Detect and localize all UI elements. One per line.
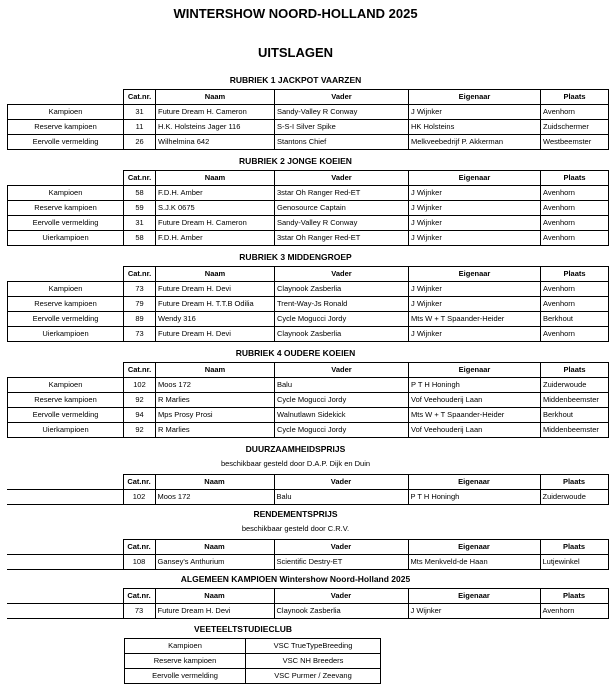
column-header: Naam xyxy=(155,589,274,604)
table-row xyxy=(8,216,609,231)
award-label: Reserve kampioen xyxy=(125,654,246,669)
owner-name: J Wijnker xyxy=(409,105,541,120)
section-heading: RUBRIEK 2 JONGE KOEIEN xyxy=(239,156,352,166)
sire-name: Cycle Mogucci Jordy xyxy=(275,393,409,408)
award-label-blank xyxy=(7,604,123,619)
header-row xyxy=(7,589,608,604)
animal-name: Future Dream H. Devi xyxy=(155,604,274,619)
location: Berkhout xyxy=(541,408,609,423)
cat-number: 26 xyxy=(124,135,156,150)
award-label: Reserve kampioen xyxy=(8,201,124,216)
award-label: Eervolle vermelding xyxy=(125,669,246,684)
animal-name: F.D.H. Amber xyxy=(156,231,275,246)
table-row xyxy=(8,135,609,150)
owner-name: J Wijnker xyxy=(409,186,541,201)
table-row xyxy=(8,282,609,297)
animal-name: Moos 172 xyxy=(155,490,274,505)
section-heading: RUBRIEK 3 MIDDENGROEP xyxy=(239,252,352,262)
header-blank xyxy=(8,171,124,186)
sire-name: Walnutlawn Sidekick xyxy=(275,408,409,423)
cat-number: 89 xyxy=(124,312,156,327)
award-label: Eervolle vermelding xyxy=(8,135,124,150)
location: Avenhorn xyxy=(541,105,609,120)
sire-name: Claynook Zasberlia xyxy=(275,327,409,342)
veeteelt-table xyxy=(124,638,381,684)
location: Avenhorn xyxy=(541,327,609,342)
award-label: Uierkampioen xyxy=(8,231,124,246)
owner-name: J Wijnker xyxy=(409,231,541,246)
column-header: Vader xyxy=(274,475,408,490)
owner-name: J Wijnker xyxy=(409,282,541,297)
table-row xyxy=(7,555,608,570)
animal-name: Future Dream H. T.T.B Odilia xyxy=(156,297,275,312)
rendement-table xyxy=(7,539,609,570)
award-label-blank xyxy=(7,555,123,570)
column-header: Cat.nr. xyxy=(123,540,155,555)
header-blank xyxy=(7,540,123,555)
column-header: Naam xyxy=(155,540,274,555)
table-row xyxy=(8,201,609,216)
cat-number: 108 xyxy=(123,555,155,570)
award-label-blank xyxy=(7,490,123,505)
column-header: Vader xyxy=(275,267,409,282)
award-label: Kampioen xyxy=(8,282,124,297)
column-header: Cat.nr. xyxy=(123,589,155,604)
owner-name: Mts W + T Spaander-Heider xyxy=(409,408,541,423)
sire-name: Balu xyxy=(275,378,409,393)
cat-number: 31 xyxy=(124,216,156,231)
column-header: Naam xyxy=(156,171,275,186)
cat-number: 73 xyxy=(124,327,156,342)
results-table xyxy=(7,266,609,342)
cat-number: 94 xyxy=(124,408,156,423)
animal-name: Future Dream H. Devi xyxy=(156,282,275,297)
column-header: Naam xyxy=(155,475,274,490)
header-row xyxy=(8,267,609,282)
animal-name: Moos 172 xyxy=(156,378,275,393)
algemeen-heading: ALGEMEEN KAMPIOEN Wintershow Noord-Holland 2025 xyxy=(180,574,411,584)
column-header: Cat.nr. xyxy=(124,90,156,105)
location: Zuiderwoude xyxy=(541,378,609,393)
award-label: Kampioen xyxy=(8,105,124,120)
table-row xyxy=(125,669,381,684)
award-label: Uierkampioen xyxy=(8,327,124,342)
table-row xyxy=(8,120,609,135)
sire-name: Balu xyxy=(274,490,408,505)
animal-name: Gansey's Anthurium xyxy=(155,555,274,570)
location: Avenhorn xyxy=(541,282,609,297)
animal-name: F.D.H. Amber xyxy=(156,186,275,201)
cat-number: 79 xyxy=(124,297,156,312)
cat-number: 102 xyxy=(124,378,156,393)
table-row xyxy=(7,604,608,619)
column-header: Vader xyxy=(274,540,408,555)
owner-name: Melkveebedrijf P. Akkerman xyxy=(409,135,541,150)
results-table xyxy=(7,362,609,438)
column-header: Cat.nr. xyxy=(124,171,156,186)
location: Zuidschermer xyxy=(541,120,609,135)
sire-name: Cycle Mogucci Jordy xyxy=(275,423,409,438)
sire-name: 3star Oh Ranger Red-ET xyxy=(275,231,409,246)
award-label: Reserve kampioen xyxy=(8,393,124,408)
cat-number: 31 xyxy=(124,105,156,120)
column-header: Plaats xyxy=(540,540,608,555)
results-table xyxy=(7,89,609,150)
animal-name: S.J.K 0675 xyxy=(156,201,275,216)
table-row xyxy=(8,327,609,342)
header-blank xyxy=(8,90,124,105)
owner-name: J Wijnker xyxy=(409,216,541,231)
column-header: Plaats xyxy=(541,267,609,282)
owner-name: J Wijnker xyxy=(409,297,541,312)
header-row xyxy=(8,363,609,378)
club-name: VSC TrueTypeBreeding xyxy=(246,639,381,654)
sire-name: Genosource Captain xyxy=(275,201,409,216)
sire-name: Stantons Chief xyxy=(275,135,409,150)
animal-name: Future Dream H. Devi xyxy=(156,327,275,342)
column-header: Cat.nr. xyxy=(124,267,156,282)
club-name: VSC Purmer / Zeevang xyxy=(246,669,381,684)
sire-name: Sandy-Valley R Conway xyxy=(275,105,409,120)
owner-name: HK Holsteins xyxy=(409,120,541,135)
column-header: Plaats xyxy=(541,171,609,186)
award-label: Eervolle vermelding xyxy=(8,216,124,231)
animal-name: Wendy 316 xyxy=(156,312,275,327)
header-blank xyxy=(8,363,124,378)
column-header: Eigenaar xyxy=(408,475,540,490)
header-row xyxy=(7,475,608,490)
column-header: Vader xyxy=(275,363,409,378)
award-label: Reserve kampioen xyxy=(8,120,124,135)
column-header: Eigenaar xyxy=(409,171,541,186)
column-header: Vader xyxy=(274,589,408,604)
column-header: Plaats xyxy=(541,363,609,378)
location: Berkhout xyxy=(541,312,609,327)
duurzaam-table xyxy=(7,474,609,505)
table-row xyxy=(8,423,609,438)
owner-name: Vof Veehouderij Laan xyxy=(409,393,541,408)
cat-number: 92 xyxy=(124,423,156,438)
table-row xyxy=(8,297,609,312)
column-header: Eigenaar xyxy=(408,589,540,604)
column-header: Cat.nr. xyxy=(123,475,155,490)
veeteelt-heading: VEETEELTSTUDIECLUB xyxy=(194,624,293,634)
column-header: Naam xyxy=(156,267,275,282)
animal-name: Mps Prosy Prosi xyxy=(156,408,275,423)
cat-number: 73 xyxy=(124,282,156,297)
animal-name: R Marlies xyxy=(156,393,275,408)
award-label: Uierkampioen xyxy=(8,423,124,438)
section-heading: RUBRIEK 1 JACKPOT VAARZEN xyxy=(229,75,362,85)
column-header: Plaats xyxy=(541,90,609,105)
cat-number: 11 xyxy=(124,120,156,135)
award-label: Kampioen xyxy=(125,639,246,654)
location: Westbeemster xyxy=(541,135,609,150)
animal-name: Future Dream H. Cameron xyxy=(156,105,275,120)
location: Avenhorn xyxy=(541,297,609,312)
award-label: Kampioen xyxy=(8,378,124,393)
award-label: Kampioen xyxy=(8,186,124,201)
award-label: Eervolle vermelding xyxy=(8,408,124,423)
column-header: Eigenaar xyxy=(409,363,541,378)
duurzaam-subtitle: beschikbaar gesteld door D.A.P. Dijk en Duin xyxy=(220,459,371,468)
location: Middenbeemster xyxy=(541,423,609,438)
column-header: Plaats xyxy=(540,475,608,490)
sire-name: Trent-Way-Js Ronald xyxy=(275,297,409,312)
results-table xyxy=(7,170,609,246)
sire-name: S-S-I Silver Spike xyxy=(275,120,409,135)
cat-number: 73 xyxy=(123,604,155,619)
rendement-heading: RENDEMENTSPRIJS xyxy=(253,509,338,519)
header-blank xyxy=(7,589,123,604)
owner-name: J Wijnker xyxy=(409,201,541,216)
header-blank xyxy=(8,267,124,282)
rendement-subtitle: beschikbaar gesteld door C.R.V. xyxy=(241,524,350,533)
cat-number: 102 xyxy=(123,490,155,505)
location: Lutjewinkel xyxy=(540,555,608,570)
owner-name: J Wijnker xyxy=(409,327,541,342)
column-header: Eigenaar xyxy=(408,540,540,555)
owner-name: J Wijnker xyxy=(408,604,540,619)
sire-name: Cycle Mogucci Jordy xyxy=(275,312,409,327)
column-header: Vader xyxy=(275,171,409,186)
cat-number: 92 xyxy=(124,393,156,408)
animal-name: Wilhelmina 642 xyxy=(156,135,275,150)
header-row xyxy=(8,171,609,186)
sire-name: Claynook Zasberlia xyxy=(274,604,408,619)
header-blank xyxy=(7,475,123,490)
animal-name: Future Dream H. Cameron xyxy=(156,216,275,231)
owner-name: Vof Veehouderij Laan xyxy=(409,423,541,438)
section-heading: RUBRIEK 4 OUDERE KOEIEN xyxy=(235,348,356,358)
owner-name: Mts Menkveld-de Haan xyxy=(408,555,540,570)
table-row xyxy=(7,490,608,505)
owner-name: P T H Honingh xyxy=(409,378,541,393)
column-header: Naam xyxy=(156,363,275,378)
location: Zuiderwoude xyxy=(540,490,608,505)
page-title: WINTERSHOW NOORD-HOLLAND 2025 xyxy=(173,6,418,21)
animal-name: R Marlies xyxy=(156,423,275,438)
page-subtitle: UITSLAGEN xyxy=(257,45,334,60)
table-row xyxy=(8,231,609,246)
table-row xyxy=(125,654,381,669)
location: Avenhorn xyxy=(541,216,609,231)
location: Avenhorn xyxy=(541,186,609,201)
column-header: Naam xyxy=(156,90,275,105)
sire-name: Sandy-Valley R Conway xyxy=(275,216,409,231)
owner-name: Mts W + T Spaander-Heider xyxy=(409,312,541,327)
sire-name: 3star Oh Ranger Red-ET xyxy=(275,186,409,201)
location: Middenbeemster xyxy=(541,393,609,408)
table-row xyxy=(8,378,609,393)
table-row xyxy=(8,105,609,120)
club-name: VSC NH Breeders xyxy=(246,654,381,669)
location: Avenhorn xyxy=(541,231,609,246)
award-label: Eervolle vermelding xyxy=(8,312,124,327)
cat-number: 58 xyxy=(124,231,156,246)
award-label: Reserve kampioen xyxy=(8,297,124,312)
duurzaam-heading: DUURZAAMHEIDSPRIJS xyxy=(245,444,346,454)
header-row xyxy=(8,90,609,105)
sire-name: Scientific Destry-ET xyxy=(274,555,408,570)
column-header: Vader xyxy=(275,90,409,105)
sire-name: Claynook Zasberlia xyxy=(275,282,409,297)
location: Avenhorn xyxy=(541,201,609,216)
cat-number: 58 xyxy=(124,186,156,201)
table-row xyxy=(8,408,609,423)
location: Avenhorn xyxy=(540,604,608,619)
column-header: Eigenaar xyxy=(409,267,541,282)
table-row xyxy=(8,186,609,201)
cat-number: 59 xyxy=(124,201,156,216)
header-row xyxy=(7,540,608,555)
column-header: Cat.nr. xyxy=(124,363,156,378)
table-row xyxy=(125,639,381,654)
animal-name: H.K. Holsteins Jager 116 xyxy=(156,120,275,135)
algemeen-table xyxy=(7,588,609,619)
owner-name: P T H Honingh xyxy=(408,490,540,505)
column-header: Eigenaar xyxy=(409,90,541,105)
table-row xyxy=(8,393,609,408)
table-row xyxy=(8,312,609,327)
column-header: Plaats xyxy=(540,589,608,604)
